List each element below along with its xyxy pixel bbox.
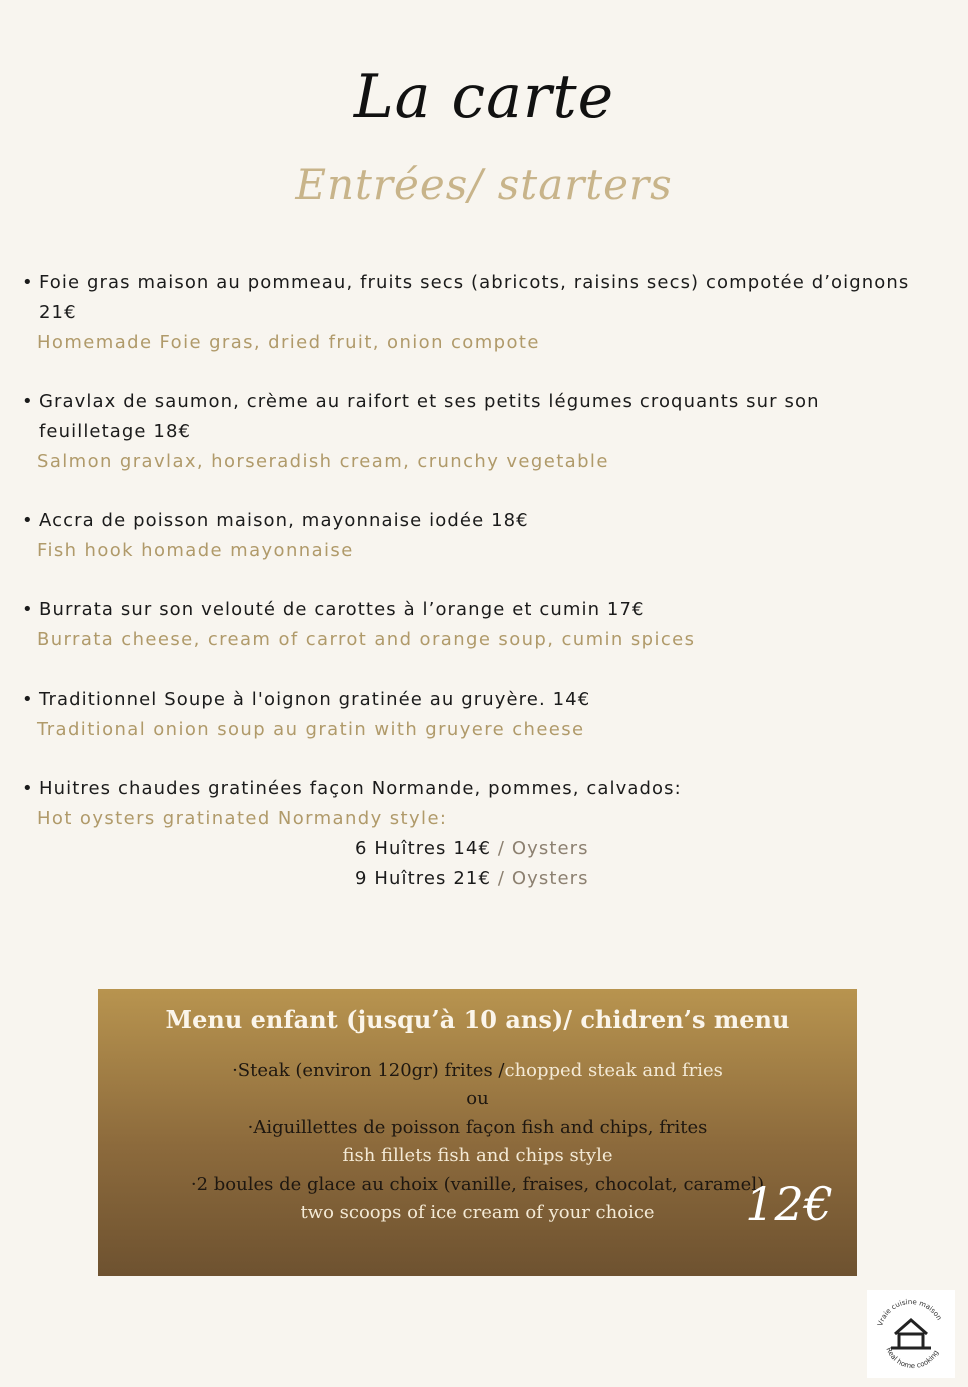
- dish-en: Homemade Foie gras, dried fruit, onion compote: [37, 332, 540, 353]
- dish-en: Traditional onion soup au gratin with gruyere cheese: [37, 719, 585, 740]
- kids-item-icecream-en: two scoops of ice cream of your choice: [300, 1202, 655, 1223]
- dish-item: [22, 506, 952, 566]
- dish-item: [22, 685, 952, 745]
- svg-text:Real home cooking: [884, 1346, 940, 1370]
- kids-menu-price: 12€: [745, 1177, 833, 1231]
- dish-en: Hot oysters gratinated Normandy style:: [37, 808, 448, 829]
- bullet-icon: •: [22, 689, 34, 710]
- section-title-starters: Entrées/ starters: [295, 160, 673, 209]
- menu-title: La carte: [353, 62, 615, 132]
- bullet-icon: •: [22, 510, 34, 531]
- bullet-icon: •: [22, 778, 34, 799]
- dish-en: Fish hook homade mayonnaise: [37, 540, 354, 561]
- dish-item: [22, 268, 952, 358]
- dish-fr: • Huitres chaudes gratinées façon Normande, pommes, calvados:: [22, 774, 952, 804]
- kids-or: ou: [466, 1088, 489, 1109]
- bullet-icon: •: [22, 391, 34, 412]
- dish-fr: • Burrata sur son velouté de carottes à l’orange et cumin 17€: [22, 595, 952, 625]
- kids-item-icecream: ·2 boules de glace au choix (vanille, fraises, chocolat, caramel): [190, 1174, 765, 1195]
- dish-fr: • Gravlax de saumon, crème au raifort et ses petits légumes croquants sur son feuilletage 18€: [22, 387, 952, 447]
- dish-fr: • Accra de poisson maison, mayonnaise iodée 18€: [22, 506, 952, 536]
- home-cooking-badge: [867, 1290, 955, 1378]
- kids-menu-title: Menu enfant (jusqu’à 10 ans)/ chidren’s menu: [165, 1005, 790, 1034]
- bullet-icon: •: [22, 272, 34, 293]
- dish-item: [22, 595, 952, 655]
- dish-item: [22, 387, 952, 477]
- oyster-option-9: 9 Huîtres 21€ / Oysters: [355, 868, 589, 889]
- bullet-icon: •: [22, 599, 34, 620]
- house-logo-icon: [867, 1290, 955, 1378]
- badge-text-bottom: Real home cooking: [884, 1346, 941, 1371]
- dish-item: [22, 774, 952, 834]
- kids-item-steak: ·Steak (environ 120gr) frites /chopped steak and fries: [232, 1060, 723, 1081]
- dish-en: Burrata cheese, cream of carrot and orange soup, cumin spices: [37, 629, 696, 650]
- badge-text-top: Vraie cuisine maison: [876, 1297, 944, 1328]
- kids-item-fish: ·Aiguillettes de poisson façon fish and chips, frites: [247, 1117, 708, 1138]
- dish-fr: • Foie gras maison au pommeau, fruits secs (abricots, raisins secs) compotée d’oignons 21€: [22, 268, 952, 328]
- dish-fr: • Traditionnel Soupe à l'oignon gratinée au gruyère. 14€: [22, 685, 952, 715]
- kids-item-fish-en: fish fillets fish and chips style: [342, 1145, 613, 1166]
- kids-menu-box: [98, 989, 857, 1276]
- dish-en: Salmon gravlax, horseradish cream, crunchy vegetable: [37, 451, 609, 472]
- oyster-option-6: 6 Huîtres 14€ / Oysters: [355, 838, 589, 859]
